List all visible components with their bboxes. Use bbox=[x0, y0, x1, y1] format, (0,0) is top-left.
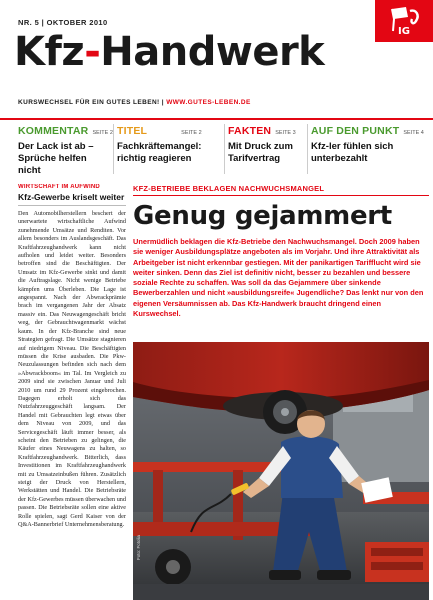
divider bbox=[307, 124, 308, 174]
mechanic-photo bbox=[133, 342, 429, 600]
teaser-keyword: AUF DEN PUNKT bbox=[311, 125, 400, 137]
masthead-title bbox=[14, 29, 325, 75]
main-lede: Unermüdlich beklagen die Kfz-Betriebe den Nachwuchsmangel. Doch 2009 haben sie weniger Ausbildungsplätze angeboten als im Vorjahr. Und ihre Attraktivität als Arbeitgeber ist nicht erkennbar gestiegen. Mit der panikartigen Tarifflucht wird sie weiter sinken. Denn das Ziel ist definitiv nicht, besser zu bezahlen und bessere soziale Rechte zu schaffen. Was soll da das Gejammere über sinkende Bewerberzahlen und nicht »ausbildungsreife« Jugendliche? Das lenkt nur von den eigenen Versäumnissen ab. Das Kfz-Handwerk braucht dringend einen Kurswechsel. bbox=[133, 237, 424, 319]
masthead-part-handwerk: Handwerk bbox=[100, 29, 325, 75]
teaser-fakten[interactable] bbox=[228, 125, 303, 180]
teaser-keyword: TITEL bbox=[117, 125, 148, 137]
tagline-text: KURSWECHSEL FÜR EIN GUTES LEBEN! | bbox=[18, 99, 167, 106]
teaser-titel[interactable] bbox=[117, 125, 221, 180]
teaser-page: SEITE 2 bbox=[92, 130, 113, 136]
divider bbox=[113, 124, 114, 174]
mechanic-illustration bbox=[133, 342, 429, 600]
sidebar-body bbox=[18, 210, 126, 529]
masthead-part-kfz: Kfz bbox=[14, 29, 85, 75]
divider bbox=[224, 124, 225, 174]
main-kicker: KFZ-BETRIEBE BEKLAGEN NACHWUCHSMANGEL bbox=[133, 184, 429, 196]
teaser-auf-den-punkt[interactable] bbox=[311, 125, 429, 180]
issue-number: NR. 5 | OKTOBER 2010 bbox=[18, 18, 108, 27]
ig-metall-logo bbox=[375, 0, 433, 42]
teaser-bar bbox=[0, 118, 433, 180]
teaser-page: SEITE 4 bbox=[403, 130, 424, 136]
teaser-page: SEITE 2 bbox=[181, 130, 202, 136]
sidebar-headline: Kfz-Gewerbe kriselt weiter bbox=[18, 192, 126, 206]
teaser-text: Mit Druck zum Tarifvertrag bbox=[228, 141, 293, 164]
photo-credit: Foto: Fotolia bbox=[136, 534, 141, 560]
teaser-text: Der Lack ist ab – Sprüche helfen nicht bbox=[18, 141, 94, 176]
tagline-url[interactable]: WWW.GUTES-LEBEN.DE bbox=[166, 99, 251, 106]
teaser-text: Fachkräftemangel: richtig reagieren bbox=[117, 141, 202, 164]
teaser-page: SEITE 3 bbox=[275, 130, 296, 136]
logo-mark-icon bbox=[384, 3, 424, 39]
svg-text:IG: IG bbox=[398, 26, 410, 37]
masthead-dash: - bbox=[84, 29, 101, 75]
sidebar-body-text: Den Automobilherstellern beschert der unerwartete wirtschaftliche Aufwind zunehmende Umsätze und Renditen. Vor allem besonders im Auslandsgeschäft. Das Kraftfahrzeughandwerk kann nicht aufholen und leidet weiter. Besonders betroffen sind die Beschäftigten. Der Umsatz im Kfz-Gewerbe sinkt und damit die Auftragslage. Nicht wenige Betriebe kämpfen ums Überleben. Die Lage ist angespannt. Nach der Abwrackprämie brach im vergangenen Jahr der Absatz massiv ein. Das Neuwagengeschäft bricht weg, der Gebrauchtwagenmarkt wächst kaum. In der Kfz-Branche sind neue Strategien gefragt. Die Umsätze stagnieren auf niedrigem Niveau. Die Beschäftigten müssen die Krise ausbaden. Die Pkw-Neuzulassungen befinden sich nach dem »Abwrackboom« im Tal. Im Vergleich zu 2009 sind sie zwischen Januar und Juli 2010 um rund 29 Prozent eingebrochen. Dagegen erholt sich das Nutzfahrzeuggeschäft langsam. Der Handel mit Gebrauchten legt etwas über dem Niveau von 2009, und das Servicegeschäft läuft immer besser, als scheint den Betrieben zu gelingen, die Käufer eines Neuwagens zu halten, so Kraftfahrzeughandwerk. Bitterlich, dass Investitionen im Kraftfahrzeughandwerk mit zu Umsatzeinbußen führen. Zusätzlich steigt der Druck von Herstellern, Werkstätten und Handel. Die Betriebsräte der Kfz-Gewerbes müssen überwachen und passen. Die Betriebsräte sollen eine aktive Rolle spielen, sagt Gerd Kaiser von der Q&A-Bannerbrief Unternehmensberatung. bbox=[18, 210, 126, 529]
main-headline: Genug gejammert bbox=[133, 201, 392, 231]
main-article bbox=[133, 184, 429, 319]
teaser-kommentar[interactable] bbox=[18, 125, 113, 180]
teaser-keyword: FAKTEN bbox=[228, 125, 272, 137]
teaser-text: Kfz-ler fühlen sich unterbezahlt bbox=[311, 141, 394, 164]
sidebar-article bbox=[18, 184, 126, 594]
teaser-keyword: KOMMENTAR bbox=[18, 125, 89, 137]
sidebar-kicker: WIRTSCHAFT IM AUFWIND bbox=[18, 184, 100, 190]
tagline bbox=[18, 99, 251, 106]
